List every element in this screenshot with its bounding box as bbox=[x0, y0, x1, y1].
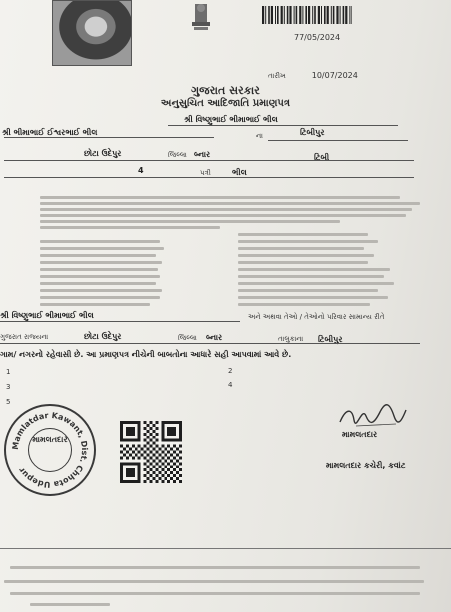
family-note: અને અથવા તેઓ / તેઓનો પરિવાર સામાન્ય રીતે bbox=[248, 313, 385, 321]
page-title: ગુજરાત સરકાર bbox=[191, 84, 260, 97]
svg-text:Mamlatdar Kawant, Dist. Chhota: Mamlatdar Kawant, Dist. Chhota Udepur bbox=[10, 410, 90, 490]
doc-item-3: 3 bbox=[6, 383, 11, 391]
caste-field: ભીલ bbox=[232, 168, 247, 177]
signatory-title: મામલતદાર bbox=[342, 430, 378, 439]
village-label: ના bbox=[256, 132, 263, 140]
doc-item-5: 5 bbox=[6, 398, 11, 406]
father-name-field: શ્રી ભીમાભાઈ ઈશ્વરભાઈ ભીલ bbox=[2, 128, 98, 137]
barcode bbox=[262, 6, 352, 24]
basis-statement: ગામ/ નગરનો રહેવાસી છે. આ પ્રમાણપત્ર નીચેની બાબતોના આધારે સહી આપવામાં આવે છે. bbox=[0, 350, 292, 359]
signatory-office: મામલતદાર કચેરી, કવાંટ bbox=[326, 461, 406, 470]
district-field: બ્નાર bbox=[194, 150, 211, 159]
doc-item-4: 4 bbox=[228, 381, 233, 389]
caste-label: પત્રી bbox=[200, 169, 211, 177]
page-subtitle: અનુસુચિત આદિજાતિ પ્રમાણપત્ર bbox=[160, 98, 291, 109]
state-field: ટિંબી bbox=[314, 153, 330, 162]
doc-item-2: 2 bbox=[228, 367, 233, 375]
national-emblem-icon bbox=[188, 2, 214, 36]
signature bbox=[336, 402, 408, 430]
resident-taluka-label: ગુજરાત રાજ્યના bbox=[0, 333, 49, 341]
seal-center-text: મામલતદાર bbox=[28, 428, 72, 472]
resident-taluka-field: છોટા ઉદેપુર bbox=[84, 332, 122, 341]
qr-code bbox=[120, 421, 182, 483]
applicant-photo bbox=[52, 0, 132, 66]
holder-name-field: શ્રી વિષ્ણુભાઈ ભીમાભાઈ ભીલ bbox=[184, 115, 278, 124]
meta-line-1: 77/05/2024 bbox=[294, 33, 341, 42]
mamlatdar-seal bbox=[4, 404, 96, 496]
doc-item-1: 1 bbox=[6, 368, 11, 376]
district-label-2: જિલ્લા bbox=[178, 334, 197, 342]
holder-name-repeat: શ્રી વિષ્ણુભાઈ ભીમાભાઈ ભીલ bbox=[0, 311, 94, 320]
village-field: ટિંબીપુર bbox=[300, 128, 325, 137]
taluka-label-2: તાલુકાના bbox=[278, 335, 304, 343]
schedule-number: 4 bbox=[138, 166, 144, 175]
village-field-2: ટિંબીપુર bbox=[318, 335, 343, 344]
district-label: જિલ્લા bbox=[168, 151, 187, 159]
issue-date: તારીખ 10/07/2024 bbox=[268, 71, 358, 80]
taluka-field: છોટા ઉદેપુર bbox=[84, 149, 122, 158]
district-field-2: બ્નાર bbox=[206, 333, 223, 342]
